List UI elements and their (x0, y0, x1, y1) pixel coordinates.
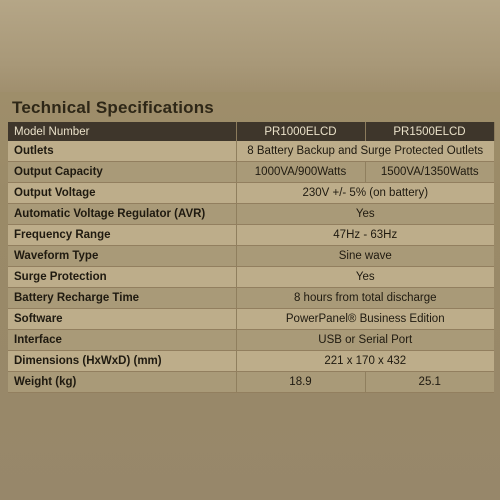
spec-row (8, 246, 494, 267)
spec-value: PowerPanel® Business Edition (236, 309, 494, 330)
spec-label: Battery Recharge Time (8, 288, 236, 309)
spec-value: 8 hours from total discharge (236, 288, 494, 309)
spec-row (8, 183, 494, 204)
spec-body (8, 141, 494, 393)
header-model-1: PR1000ELCD (236, 122, 365, 141)
header-model-2: PR1500ELCD (365, 122, 494, 141)
spec-value: Yes (236, 267, 494, 288)
spec-row (8, 267, 494, 288)
spec-row (8, 330, 494, 351)
spec-label: Output Voltage (8, 183, 236, 204)
spec-row (8, 225, 494, 246)
spec-value: 221 x 170 x 432 (236, 351, 494, 372)
spec-value: 230V +/- 5% (on battery) (236, 183, 494, 204)
spec-row (8, 372, 494, 393)
header-label: Model Number (8, 122, 236, 141)
spec-label: Frequency Range (8, 225, 236, 246)
spec-value: Sine wave (236, 246, 494, 267)
spec-row (8, 351, 494, 372)
spec-value: Yes (236, 204, 494, 225)
spec-label: Weight (kg) (8, 372, 236, 393)
spec-value: 18.9 (236, 372, 365, 393)
spec-row (8, 204, 494, 225)
spec-header-row (8, 122, 494, 141)
spec-row (8, 309, 494, 330)
spec-table (8, 122, 495, 393)
spec-label: Outlets (8, 141, 236, 162)
spec-row (8, 162, 494, 183)
spec-row (8, 288, 494, 309)
spec-value: 25.1 (365, 372, 494, 393)
spec-value: 47Hz - 63Hz (236, 225, 494, 246)
spec-row (8, 141, 494, 162)
box-top-edge (0, 0, 500, 92)
spec-value: 1000VA/900Watts (236, 162, 365, 183)
page-title: Technical Specifications (12, 98, 214, 117)
spec-value: 8 Battery Backup and Surge Protected Outlets (236, 141, 494, 162)
spec-label: Automatic Voltage Regulator (AVR) (8, 204, 236, 225)
spec-label: Surge Protection (8, 267, 236, 288)
spec-label: Software (8, 309, 236, 330)
spec-label: Dimensions (HxWxD) (mm) (8, 351, 236, 372)
spec-label: Output Capacity (8, 162, 236, 183)
spec-value: 1500VA/1350Watts (365, 162, 494, 183)
spec-label: Waveform Type (8, 246, 236, 267)
spec-value: USB or Serial Port (236, 330, 494, 351)
spec-label: Interface (8, 330, 236, 351)
